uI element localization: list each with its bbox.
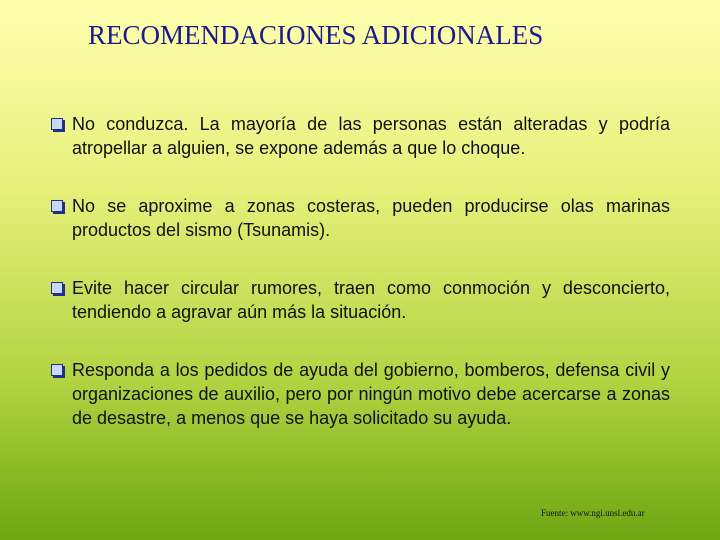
recommendation-item-rumors [48,276,670,324]
recommendation-text: No se aproxime a zonas costeras, pueden producirse olas marinas productos del sismo (Tsunamis). [72,196,670,240]
slide-title: RECOMENDACIONES ADICIONALES [88,20,544,50]
checkbox-square-icon [51,364,63,376]
recommendation-text: Evite hacer circular rumores, traen como conmoción y desconcierto, tendiendo a agravar aún más la situación. [72,278,670,322]
source-note: Fuente: www.ngi.unsl.edu.ar [541,508,645,518]
recommendation-text: No conduzca. La mayoría de las personas están alteradas y podría atropellar a alguien, se expone además a que lo choque. [72,114,670,158]
recommendation-text: Responda a los pedidos de ayuda del gobierno, bomberos, defensa civil y organizaciones de auxilio, pero por ningún motivo debe acercarse a zonas de desastre, a menos que se haya solicitado su ayuda. [72,360,670,428]
recommendation-item-driving [48,112,670,160]
recommendation-item-coast [48,194,670,242]
checkbox-square-icon [51,282,63,294]
recommendations-list [48,112,670,464]
recommendation-item-help [48,358,670,430]
checkbox-square-icon [51,118,63,130]
checkbox-square-icon [51,200,63,212]
